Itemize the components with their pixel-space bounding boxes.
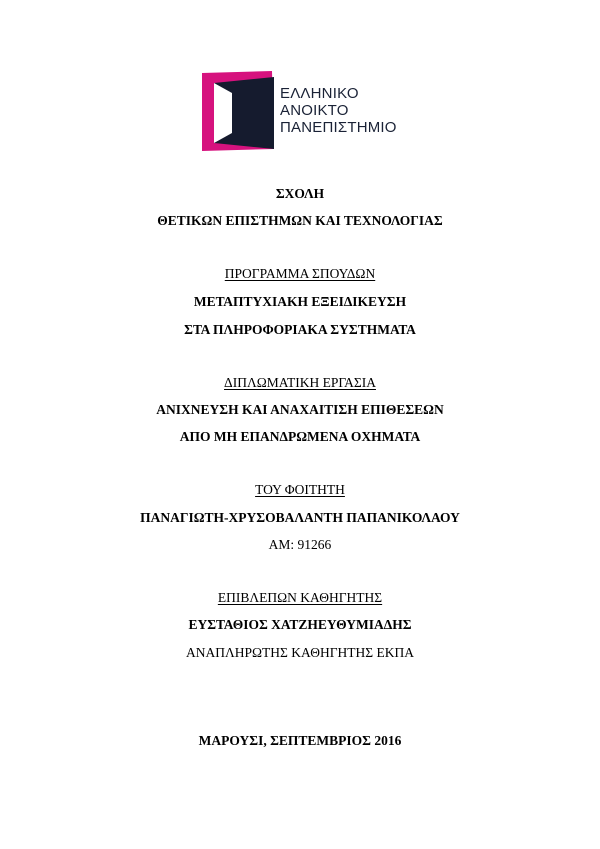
- supervisor-name: ΕΥΣΤΑΘΙΟΣ ΧΑΤΖΗΕΥΘΥΜΙΑΔΗΣ: [188, 617, 412, 632]
- programme-heading: ΠΡΟΓΡΑΜΜΑ ΣΠΟΥΔΩΝ: [224, 266, 376, 281]
- university-logo: [202, 71, 412, 151]
- logo-line-3: ΠΑΝΕΠΙΣΤΗΜΙΟ: [280, 119, 397, 136]
- student-id: ΑΜ: 91266: [268, 537, 332, 552]
- logo-line-2: ΑΝΟΙΚΤΟ: [280, 102, 349, 119]
- programme-title-line-1: ΜΕΤΑΠΤΥΧΙΑΚΗ ΕΞΕΙΔΙΚΕΥΣΗ: [193, 294, 407, 309]
- student-name: ΠΑΝΑΓΙΩΤΗ-ΧΡΥΣΟΒΑΛΑΝΤΗ ΠΑΠΑΝΙΚΟΛΑΟΥ: [140, 510, 460, 525]
- programme-title-line-2: ΣΤΑ ΠΛΗΡΟΦΟΡΙΑΚΑ ΣΥΣΤΗΜΑΤΑ: [184, 322, 416, 337]
- school-label: ΣΧΟΛΗ: [275, 186, 325, 201]
- supervisor-heading: ΕΠΙΒΛΕΠΩΝ ΚΑΘΗΓΗΤΗΣ: [217, 590, 383, 605]
- student-heading: ΤΟΥ ΦΟΙΤΗΤΗ: [255, 482, 345, 497]
- supervisor-title: ΑΝΑΠΛΗΡΩΤΗΣ ΚΑΘΗΓΗΤΗΣ ΕΚΠΑ: [185, 645, 415, 660]
- logo-line-1: ΕΛΛΗΝΙΚΟ: [280, 85, 359, 102]
- thesis-title-line-2: ΑΠΟ ΜΗ ΕΠΑΝΔΡΩΜΕΝΑ ΟΧΗΜΑΤΑ: [179, 429, 421, 444]
- place-and-date: ΜΑΡΟΥΣΙ, ΣΕΠΤΕΜΒΡΙΟΣ 2016: [198, 733, 402, 748]
- thesis-title-line-1: ΑΝΙΧΝΕΥΣΗ ΚΑΙ ΑΝΑΧΑΙΤΙΣΗ ΕΠΙΘΕΣΕΩΝ: [156, 402, 444, 417]
- thesis-heading: ΔΙΠΛΩΜΑΤΙΚΗ ΕΡΓΑΣΙΑ: [224, 375, 376, 390]
- university-logo-icon: [202, 71, 278, 151]
- university-logo-text: [280, 85, 397, 136]
- school-name: ΘΕΤΙΚΩΝ ΕΠΙΣΤΗΜΩΝ ΚΑΙ ΤΕΧΝΟΛΟΓΙΑΣ: [157, 213, 443, 228]
